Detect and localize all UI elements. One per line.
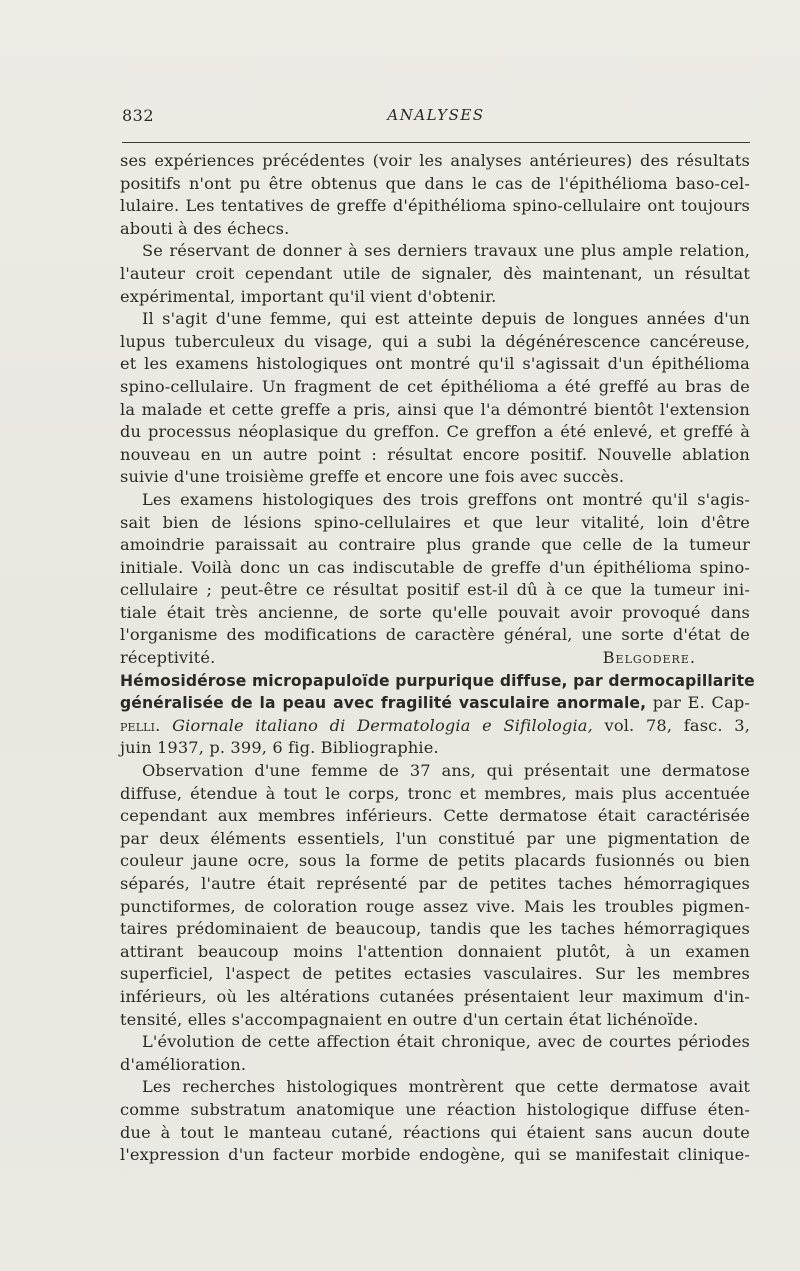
text-line: punctiformes, de coloration rouge assez vive. Mais les troubles pigmen- [120,896,750,916]
text-line: cependant aux membres inférieurs. Cette dermatose était caractérisée [120,806,750,826]
text-line: et les examens histologiques ont montré qu'il s'agissait d'un épithélioma [120,354,750,374]
text-line: amoindrie paraissait au contraire plus grande que celle de la tumeur [120,535,750,555]
text-line [120,647,750,670]
text-line: Il s'agit d'une femme, qui est atteinte depuis de longues années d'un [142,309,750,329]
text-line: Observation d'une femme de 37 ans, qui présentait une dermatose [142,761,750,781]
text-line: taires prédominaient de beaucoup, tandis que les taches hémorragiques [120,919,750,939]
paragraph [120,1031,750,1076]
text-line: L'évolution de cette affection était chronique, avec de courtes périodes [142,1032,750,1052]
text-line: l'auteur croit cependant utile de signaler, dès maintenant, un résultat [120,263,750,283]
text-line: lulaire. Les tentatives de greffe d'épithélioma spino-cellulaire ont toujours [120,196,750,216]
text-line: Se réservant de donner à ses derniers travaux une plus ample relation, [142,241,750,261]
citation-line: juin 1937, p. 399, 6 fig. Bibliographie. [120,738,439,758]
text-line: Les examens histologiques des trois greffons ont montré qu'il s'agis- [142,489,750,509]
page-header [122,106,750,128]
text-line: du processus néoplasique du greffon. Ce greffon a été enlevé, et greffé à [120,422,750,442]
text-line: tiale était très ancienne, de sorte qu'elle pouvait avoir provoqué dans [120,602,750,622]
text-line: abouti à des échecs. [120,218,290,238]
text-line: Les recherches histologiques montrèrent que cette dermatose avait [142,1077,750,1097]
text-line: due à tout le manteau cutané, réactions qui étaient sans aucun doute [120,1122,750,1142]
text-line: couleur jaune ocre, sous la forme de petits placards fusionnés ou bien [120,851,750,871]
article-heading [120,670,755,760]
paragraph [120,308,750,489]
paragraph [120,1076,750,1166]
text-line: séparés, l'autre était représenté par de petites taches hémorragiques [120,874,750,893]
paragraph [120,150,750,240]
text-line: nouveau en un autre point : résultat encore positif. Nouvelle ablation [120,444,750,464]
text-line: cellulaire ; peut-être ce résultat positif est-il dû à ce que la tumeur ini- [120,580,750,600]
text-line: sait bien de lésions spino-cellulaires et que leur vitalité, loin d'être [120,512,750,532]
paragraph [120,489,750,670]
text-line: spino-cellulaire. Un fragment de cet épithélioma a été greffé au bras de [120,376,750,396]
reviewer-signature: Belgodere. [602,648,696,668]
author-name: pelli. [120,715,161,735]
journal-name: Giornale italiano di Dermatologia e Sifilologia, [172,715,593,735]
text-line: superficiel, l'aspect de petites ectasies vasculaires. Sur les membres [120,964,750,984]
text-line: attirant beaucoup moins l'attention donnaient plutôt, à un examen [120,941,750,961]
text-line: l'expression d'un facteur morbide endogène, qui se manifestait clinique- [120,1145,750,1165]
header-rule [122,142,750,143]
page-number: 832 [122,106,155,125]
paragraph [120,240,750,308]
citation-line [120,715,750,738]
journal-details: vol. 78, fasc. 3, [604,715,751,735]
text-line: tensité, elles s'accompagnaient en outre d'un certain état lichénoïde. [120,1009,699,1029]
body-text [120,150,755,1167]
article-title-text: généralisée de la peau avec fragilité vasculaire anormale, [120,694,647,713]
text-line: initiale. Voilà donc un cas indiscutable de greffe d'un épithélioma spino- [120,557,750,577]
text-line: comme substratum anatomique une réaction histologique diffuse éten- [120,1099,750,1119]
text-line: par deux éléments essentiels, l'un constitué par une pigmentation de [120,828,750,848]
running-title: ANALYSES [387,106,485,124]
text-line: d'amélioration. [120,1054,247,1074]
text-line: inférieurs, où les altérations cutanées présentaient leur maximum d'in- [120,986,750,1006]
text-line: lupus tuberculeux du visage, qui a subi la dégénérescence cancéreuse, [120,331,750,351]
text-line: expérimental, important qu'il vient d'obtenir. [120,286,497,306]
text-line: la malade et cette greffe a pris, ainsi que l'a démontré bientôt l'extension [120,399,750,419]
article-title-line: Hémosidérose micropapuloïde purpurique diffuse, par dermocapillarite [120,671,755,690]
paragraph [120,760,750,1031]
text-line: l'organisme des modifications de caractère général, une sorte d'état de [120,625,750,645]
text-line: suivie d'une troisième greffe et encore une fois avec succès. [120,467,625,487]
text-line: diffuse, étendue à tout le corps, tronc et membres, mais plus accentuée [120,783,750,803]
author-prefix: par E. Cap- [652,693,750,713]
text-fragment: réceptivité. [120,648,216,668]
text-line: ses expériences précédentes (voir les analyses antérieures) des résultats [120,151,750,170]
article-title-line [120,692,750,715]
text-line: positifs n'ont pu être obtenus que dans le cas de l'épithélioma baso-cel- [120,173,750,193]
